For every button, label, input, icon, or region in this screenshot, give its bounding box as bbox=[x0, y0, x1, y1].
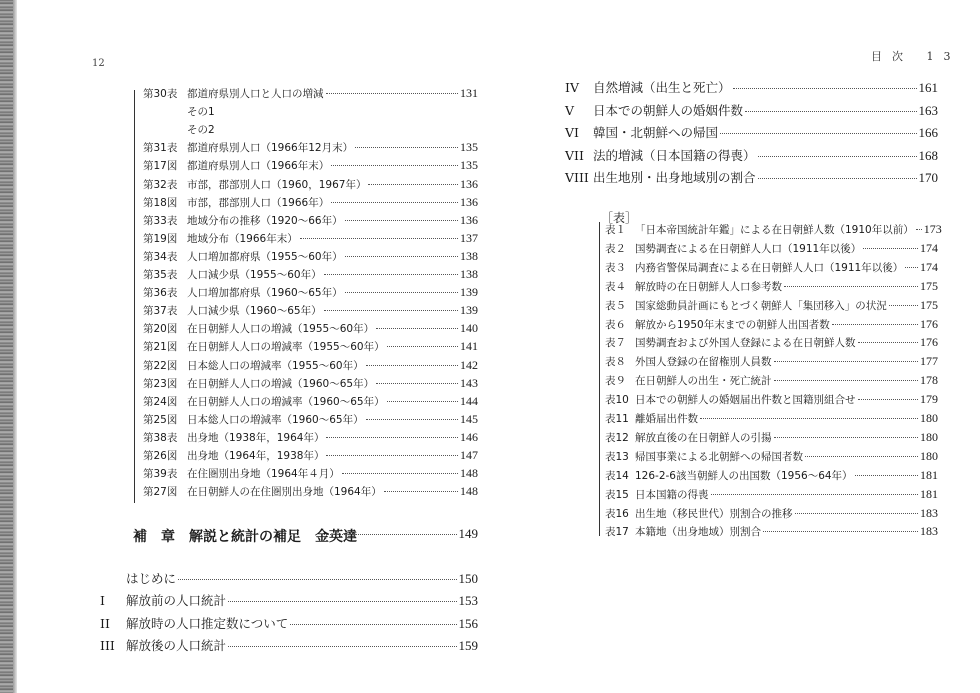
toc-entry bbox=[605, 449, 938, 464]
dot-leader bbox=[916, 229, 922, 230]
entry-title: 内務省警保局調査による在日朝鮮人人口（1911年以後） bbox=[635, 261, 904, 274]
dot-leader bbox=[345, 292, 458, 293]
dot-leader bbox=[858, 342, 919, 343]
toc-entry bbox=[100, 614, 478, 632]
dot-leader bbox=[805, 456, 918, 457]
entry-title: 本籍地（出身地域）別割合 bbox=[635, 526, 761, 539]
dot-leader bbox=[228, 646, 456, 647]
entry-label: 第34表 bbox=[143, 250, 178, 263]
left-page-number: 12 bbox=[92, 58, 105, 69]
toc-entry bbox=[605, 222, 942, 237]
page-ref: 181 bbox=[920, 467, 938, 482]
entry-title: 法的増減（日本国籍の得喪） bbox=[593, 147, 756, 163]
entry-label: V bbox=[565, 102, 575, 118]
right-page-header: 目次 13 bbox=[871, 50, 961, 63]
toc-entry bbox=[565, 168, 938, 186]
dot-leader bbox=[322, 534, 457, 535]
toc-entry bbox=[143, 430, 478, 445]
entry-label: 第23図 bbox=[143, 377, 178, 390]
entry-label: II bbox=[100, 615, 110, 631]
dot-leader bbox=[711, 494, 919, 495]
dot-leader bbox=[326, 437, 458, 438]
entry-label: 表３ bbox=[605, 261, 626, 274]
entry-label: 表16 bbox=[605, 507, 629, 520]
page-ref: 144 bbox=[460, 393, 478, 408]
toc-entry bbox=[143, 177, 478, 192]
toc-entry bbox=[605, 260, 938, 275]
page-ref: 139 bbox=[460, 285, 478, 300]
dot-leader bbox=[758, 156, 917, 157]
entry-label: IV bbox=[565, 80, 579, 95]
entry-title: 都道府県別人口と人口の増減 bbox=[187, 88, 324, 100]
toc-entry bbox=[143, 231, 478, 246]
dot-leader bbox=[324, 310, 458, 311]
toc-entry bbox=[143, 122, 478, 137]
entry-title: 日本総人口の増減率（1955～60年） bbox=[187, 359, 364, 372]
entry-label: 第37表 bbox=[143, 305, 178, 318]
toc-entry bbox=[143, 412, 478, 427]
page-ref: 161 bbox=[918, 80, 938, 95]
entry-label: VII bbox=[565, 147, 584, 163]
dot-leader bbox=[345, 220, 458, 221]
page-ref: 180 bbox=[920, 429, 938, 444]
entry-title: 「日本帝国統計年鑑」による在日朝鮮人数（1910年以前） bbox=[635, 224, 914, 236]
dot-leader bbox=[905, 267, 918, 268]
entry-label: 表17 bbox=[605, 526, 629, 539]
entry-title: 地域分布の推移（1920～66年） bbox=[187, 214, 343, 227]
entry-label: I bbox=[100, 593, 105, 609]
toc-entry bbox=[143, 448, 478, 463]
toc-entry bbox=[605, 392, 938, 407]
entry-title: 国家総動員計画にもとづく朝鮮人「集団移入」の状況 bbox=[635, 299, 887, 312]
toc-entry bbox=[605, 524, 938, 539]
page-ref: 136 bbox=[460, 176, 478, 191]
entry-title: 地域分布（1966年末） bbox=[187, 232, 298, 245]
entry-title: 解放から1950年末までの朝鮮人出国者数 bbox=[635, 318, 830, 331]
toc-entry bbox=[605, 298, 938, 313]
entry-label: 表14 bbox=[605, 469, 629, 482]
entry-label: VIII bbox=[565, 170, 589, 185]
entry-label: 第31表 bbox=[143, 142, 178, 155]
dot-leader bbox=[774, 361, 919, 362]
page-ref: 138 bbox=[460, 248, 478, 263]
scan-edge bbox=[0, 0, 13, 693]
entry-title: はじめに bbox=[126, 571, 177, 586]
toc-entry bbox=[605, 430, 938, 445]
entry-label: 第36表 bbox=[143, 287, 178, 300]
entry-title: 都道府県別人口（1966年12月末） bbox=[187, 142, 354, 155]
dot-leader bbox=[745, 111, 916, 112]
entry-label: 表８ bbox=[605, 356, 626, 369]
scan-edge-shadow bbox=[13, 0, 17, 693]
page-ref: 159 bbox=[458, 637, 478, 653]
page-ref: 142 bbox=[460, 357, 478, 372]
entry-label: 表13 bbox=[605, 450, 629, 463]
entry-title: 帰国事業による北朝鮮への帰国者数 bbox=[635, 450, 803, 463]
toc-entry bbox=[605, 335, 938, 350]
dot-leader bbox=[326, 455, 458, 456]
toc-entry bbox=[605, 317, 938, 332]
dot-leader bbox=[795, 513, 919, 514]
toc-entry bbox=[605, 468, 938, 483]
page-ref: 175 bbox=[920, 297, 938, 312]
entry-label: III bbox=[100, 637, 115, 653]
entry-label: 表15 bbox=[605, 488, 629, 501]
dot-leader bbox=[387, 401, 458, 402]
entry-label: 第39表 bbox=[143, 468, 178, 481]
entry-title: 自然増減（出生と死亡） bbox=[593, 80, 731, 95]
entry-label: 第22図 bbox=[143, 359, 178, 372]
toc-entry bbox=[143, 466, 478, 481]
entry-title: 都道府県別人口（1966年末） bbox=[187, 160, 330, 173]
page-ref: 143 bbox=[460, 375, 478, 390]
entry-title: 日本国籍の得喪 bbox=[635, 488, 709, 501]
dot-leader bbox=[228, 601, 456, 602]
entry-label: 表６ bbox=[605, 318, 626, 331]
entry-title: 市部，郡部別人口（1960，1967年） bbox=[187, 178, 367, 191]
dot-leader bbox=[324, 274, 458, 275]
entry-label: 表７ bbox=[605, 337, 626, 350]
page-ref: 147 bbox=[460, 448, 478, 462]
page-ref: 131 bbox=[460, 86, 478, 100]
toc-entry bbox=[100, 591, 478, 609]
dot-leader bbox=[331, 202, 458, 203]
dot-leader bbox=[331, 165, 458, 166]
toc-entry bbox=[143, 321, 478, 336]
page-ref: 137 bbox=[460, 230, 478, 245]
entry-label: 表２ bbox=[605, 242, 626, 255]
entry-label: 表１ bbox=[605, 224, 626, 236]
dot-leader bbox=[376, 383, 458, 384]
toc-entry bbox=[143, 86, 478, 101]
toc-entry bbox=[605, 279, 938, 294]
entry-label: 第27図 bbox=[143, 486, 178, 499]
entry-label: 表10 bbox=[605, 394, 629, 407]
entry-label: VI bbox=[565, 125, 579, 140]
dot-leader bbox=[720, 133, 916, 134]
entry-title: 解放前の人口統計 bbox=[126, 593, 227, 609]
dot-leader bbox=[376, 328, 458, 329]
entry-title: 国勢調査および外国人登録による在日朝鮮人数 bbox=[635, 337, 856, 350]
dot-leader bbox=[889, 305, 918, 306]
page-ref: 138 bbox=[460, 267, 478, 281]
entry-title: 市部，郡部別人口（1966年） bbox=[187, 196, 330, 209]
entry-title: 解放時の人口推定数について bbox=[126, 615, 289, 631]
dot-leader bbox=[863, 248, 918, 249]
page-ref: 176 bbox=[920, 316, 938, 331]
entry-title: 日本での朝鮮人の婚姻届出件数と国籍別組合せ bbox=[635, 394, 856, 407]
toc-entry bbox=[565, 123, 938, 141]
dot-leader bbox=[733, 88, 917, 89]
page-ref: 136 bbox=[460, 194, 478, 209]
dot-leader bbox=[763, 531, 918, 532]
entry-title: 在日朝鮮人人口の増減（1960～65年） bbox=[187, 377, 375, 390]
toc-entry bbox=[143, 140, 478, 155]
toc-entry bbox=[605, 506, 938, 521]
entry-title: 韓国・北朝鮮への帰国 bbox=[593, 125, 719, 140]
dot-leader bbox=[326, 93, 459, 94]
dot-leader bbox=[774, 437, 919, 438]
page-ref: 140 bbox=[460, 321, 478, 336]
entry-label: 第18図 bbox=[143, 196, 178, 209]
entry-title: 出生地（移民世代）別割合の推移 bbox=[635, 507, 793, 520]
dot-leader bbox=[700, 418, 918, 419]
entry-label: 表９ bbox=[605, 375, 626, 388]
page-ref: 141 bbox=[460, 339, 478, 354]
entry-title: 126-2-6該当朝鮮人の出国数（1956～64年） bbox=[635, 469, 853, 482]
page-ref: 175 bbox=[920, 278, 938, 293]
entry-label: 第26図 bbox=[143, 450, 178, 462]
toc-entry bbox=[143, 376, 478, 391]
page-ref: 156 bbox=[458, 615, 478, 631]
entry-title: その2 bbox=[187, 124, 215, 137]
entry-title: 人口減少県（1960～65年） bbox=[187, 305, 322, 318]
tables-bracket bbox=[599, 222, 600, 536]
entry-title: 離婚届出件数 bbox=[635, 413, 698, 425]
entry-label: 第17図 bbox=[143, 160, 178, 173]
toc-entry bbox=[143, 158, 478, 173]
entry-title: 在日朝鮮人の出生・死亡統計 bbox=[635, 375, 772, 388]
toc-entry bbox=[565, 78, 938, 96]
page-ref: 153 bbox=[458, 593, 478, 609]
toc-entry bbox=[143, 285, 478, 300]
page-ref: 146 bbox=[460, 429, 478, 444]
dot-leader bbox=[366, 419, 458, 420]
dot-leader bbox=[384, 491, 458, 492]
entry-title: 国勢調査による在日朝鮮人人口（1911年以後） bbox=[635, 242, 862, 255]
dot-leader bbox=[290, 624, 456, 625]
dot-leader bbox=[855, 475, 918, 476]
page-ref: 145 bbox=[460, 411, 478, 426]
entry-label: 第21図 bbox=[143, 341, 178, 354]
page-ref: 174 bbox=[920, 240, 938, 255]
entry-title: 日本での朝鮮人の婚姻件数 bbox=[593, 102, 744, 118]
entry-label: 第35表 bbox=[143, 269, 178, 281]
left-list-bracket bbox=[134, 90, 135, 503]
page-ref: 183 bbox=[920, 505, 938, 520]
page-ref: 148 bbox=[460, 484, 478, 499]
page-ref: 174 bbox=[920, 259, 938, 274]
entry-label: 第20図 bbox=[143, 323, 178, 336]
entry-title: 出生地別・出身地域別の割合 bbox=[593, 170, 756, 185]
page-ref: 173 bbox=[923, 222, 942, 236]
page-ref: 181 bbox=[920, 486, 938, 501]
page-ref: 177 bbox=[920, 354, 938, 369]
dot-leader bbox=[345, 256, 458, 257]
entry-label: 第19図 bbox=[143, 232, 178, 245]
page-ref: 180 bbox=[920, 448, 938, 463]
toc-entry bbox=[100, 636, 478, 654]
page-ref: 170 bbox=[918, 170, 938, 185]
page-ref: 148 bbox=[460, 466, 478, 481]
page-ref: 179 bbox=[920, 392, 938, 407]
page-ref: 135 bbox=[460, 140, 478, 155]
toc-entry bbox=[143, 195, 478, 210]
entry-title: 在日朝鮮人人口の増減（1955～60年） bbox=[187, 323, 375, 336]
toc-entry bbox=[605, 487, 938, 502]
tables-heading: ［表］ bbox=[601, 211, 638, 225]
entry-title: 外国人登録の在留権別人員数 bbox=[635, 356, 772, 369]
page-ref: 135 bbox=[460, 158, 478, 173]
entry-label: 第38表 bbox=[143, 431, 178, 444]
dot-leader bbox=[858, 399, 919, 400]
dot-leader bbox=[368, 184, 458, 185]
page-ref: 149 bbox=[458, 526, 478, 541]
page-ref: 168 bbox=[918, 147, 938, 163]
entry-title: 人口減少県（1955～60年） bbox=[187, 269, 322, 281]
toc-entry bbox=[143, 249, 478, 264]
entry-title: 解放後の人口統計 bbox=[126, 637, 227, 653]
entry-title: 出身地（1964年，1938年） bbox=[187, 450, 325, 462]
toc-entry bbox=[143, 303, 478, 318]
entry-title: 人口増加都府県（1960～65年） bbox=[187, 287, 343, 300]
entry-label: 第33表 bbox=[143, 214, 178, 227]
toc-entry bbox=[565, 146, 938, 164]
toc-entry bbox=[100, 569, 478, 587]
dot-leader bbox=[300, 238, 458, 239]
page-ref: 166 bbox=[918, 125, 938, 140]
toc-entry bbox=[565, 101, 938, 119]
entry-title: 解放直後の在日朝鮮人の引揚 bbox=[635, 431, 772, 444]
entry-label: 表４ bbox=[605, 280, 626, 293]
dot-leader bbox=[355, 147, 458, 148]
entry-label: 第30表 bbox=[143, 88, 178, 100]
entry-label: 第32表 bbox=[143, 178, 178, 191]
entry-title: 在日朝鮮人人口の増減率（1955～60年） bbox=[187, 341, 385, 354]
entry-title: 在日朝鮮人の在住圏別出身地（1964年） bbox=[187, 486, 382, 499]
dot-leader bbox=[784, 286, 918, 287]
entry-label: 第24図 bbox=[143, 395, 178, 408]
toc-entry bbox=[143, 339, 478, 354]
entry-label: 第25図 bbox=[143, 413, 178, 426]
entry-label: 表５ bbox=[605, 299, 626, 312]
entry-title: 出身地（1938年，1964年） bbox=[187, 431, 325, 444]
toc-entry bbox=[143, 394, 478, 409]
dot-leader bbox=[758, 178, 917, 179]
toc-entry bbox=[143, 484, 478, 499]
toc-entry bbox=[143, 267, 478, 282]
entry-label: 表12 bbox=[605, 431, 629, 444]
toc-entry bbox=[143, 358, 478, 373]
page-ref: 139 bbox=[460, 303, 478, 318]
page-ref: 163 bbox=[918, 102, 938, 118]
entry-title: 日本総人口の増減率（1960～65年） bbox=[187, 413, 364, 426]
page-ref: 180 bbox=[920, 411, 938, 425]
toc-entry bbox=[605, 241, 938, 256]
dot-leader bbox=[178, 579, 456, 580]
toc-entry bbox=[143, 104, 478, 119]
page-ref: 136 bbox=[460, 212, 478, 227]
dot-leader bbox=[832, 324, 918, 325]
dot-leader bbox=[774, 380, 919, 381]
supplement-chapter-row bbox=[320, 526, 478, 542]
toc-entry bbox=[143, 213, 478, 228]
dot-leader bbox=[366, 365, 458, 366]
dot-leader bbox=[387, 346, 458, 347]
supplement-chapter-title: 補 章 解説と統計の補足 金英達 bbox=[133, 529, 357, 545]
toc-entry bbox=[605, 411, 938, 426]
entry-title: 解放時の在日朝鮮人人口参考数 bbox=[635, 280, 782, 293]
page-ref: 178 bbox=[920, 373, 938, 388]
entry-title: 在日朝鮮人人口の増減率（1960～65年） bbox=[187, 395, 385, 408]
toc-entry bbox=[605, 373, 938, 388]
entry-label: 表11 bbox=[605, 413, 629, 425]
entry-title: 在住圏別出身地（1964年４月） bbox=[187, 468, 340, 481]
dot-leader bbox=[342, 473, 458, 474]
toc-entry bbox=[605, 354, 938, 369]
entry-title: その1 bbox=[187, 106, 215, 119]
entry-title: 人口増加都府県（1955～60年） bbox=[187, 250, 343, 263]
page-ref: 183 bbox=[920, 524, 938, 539]
page-ref: 150 bbox=[458, 571, 478, 586]
page-ref: 176 bbox=[920, 335, 938, 350]
